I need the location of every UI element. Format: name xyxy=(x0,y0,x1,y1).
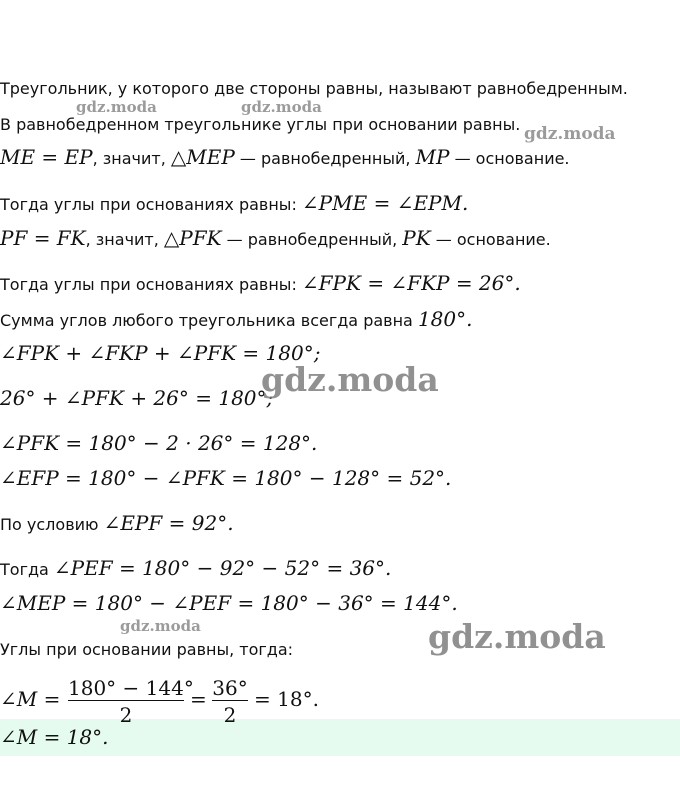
text-fragment: Тогда xyxy=(0,560,54,579)
text-fragment: Сумма углов любого треугольника всегда равна xyxy=(0,311,418,330)
text-fragment: Тогда углы при основаниях равны: xyxy=(0,195,302,214)
math-expr: PF = FK xyxy=(0,226,86,250)
step-given xyxy=(0,512,680,536)
watermark-logo: gdz.moda xyxy=(428,617,606,656)
step-pme-epm xyxy=(0,192,680,216)
math-expr: △MEP xyxy=(170,145,235,169)
step-mep-isosceles xyxy=(0,146,680,170)
watermark-logo: gdz.moda xyxy=(524,124,616,144)
text-fragment: По условию xyxy=(0,515,104,534)
fraction-denominator: 2 xyxy=(119,703,133,727)
math-expr: ∠EPF = 92°. xyxy=(103,511,234,535)
property-line: В равнобедренном треугольнике углы при основании равны. xyxy=(0,115,521,134)
text-fragment: — равнобедренный, xyxy=(234,149,416,168)
math-expr: ∠M = xyxy=(0,687,61,711)
equation-pfk: ∠PFK = 180° − 2 · 26° = 128°. xyxy=(0,431,318,455)
fraction-numerator: 36° xyxy=(212,676,248,700)
equation-fraction xyxy=(0,676,400,727)
math-expr: = 18°. xyxy=(254,687,319,711)
math-expr: ∠FPK = ∠FKP = 26°. xyxy=(301,271,521,295)
watermark-logo: gdz.moda xyxy=(241,98,322,116)
text-fragment: — основание. xyxy=(449,149,570,168)
equation-substituted: 26° + ∠PFK + 26° = 180°; xyxy=(0,386,274,410)
math-expr: PK xyxy=(402,226,431,250)
equation-sum: ∠FPK + ∠FKP + ∠PFK = 180°; xyxy=(0,341,321,365)
step-pfk-isosceles xyxy=(0,227,680,251)
fraction-bar xyxy=(212,700,248,701)
math-expr: ∠PME = ∠EPM. xyxy=(301,191,469,215)
text-fragment: , значит, xyxy=(92,149,171,168)
fraction-denominator: 2 xyxy=(223,703,237,727)
math-expr: MP xyxy=(415,145,450,169)
equals-sign: = xyxy=(190,687,207,711)
text-fragment: — основание. xyxy=(430,230,551,249)
equation-mep: ∠MEP = 180° − ∠PEF = 180° − 36° = 144°. xyxy=(0,591,458,615)
step-angle-sum xyxy=(0,308,680,332)
equation-efp: ∠EFP = 180° − ∠PFK = 180° − 128° = 52°. xyxy=(0,466,452,490)
watermark-logo: gdz.moda xyxy=(76,98,157,116)
step-pef xyxy=(0,557,680,581)
fraction-numerator: 180° − 144° xyxy=(68,676,194,700)
step-fpk-fkp xyxy=(0,272,680,296)
text-fragment: , значит, xyxy=(85,230,164,249)
text-fragment: Тогда углы при основаниях равны: xyxy=(0,275,302,294)
text-fragment: — равнобедренный, xyxy=(221,230,403,249)
math-expr: △PFK xyxy=(163,226,222,250)
math-expr: 180°. xyxy=(417,307,473,331)
math-expr: ∠PEF = 180° − 92° − 52° = 36°. xyxy=(53,556,392,580)
watermark-logo: gdz.moda xyxy=(120,617,201,635)
final-answer: ∠M = 18°. xyxy=(0,725,109,749)
fraction-bar xyxy=(68,700,184,701)
math-expr: ME = EP xyxy=(0,145,93,169)
definition-line: Треугольник, у которого две стороны равны, называют равнобедренным. xyxy=(0,79,628,98)
step-base-angles: Углы при основании равны, тогда: xyxy=(0,640,294,659)
watermark-logo: gdz.moda xyxy=(261,360,439,399)
